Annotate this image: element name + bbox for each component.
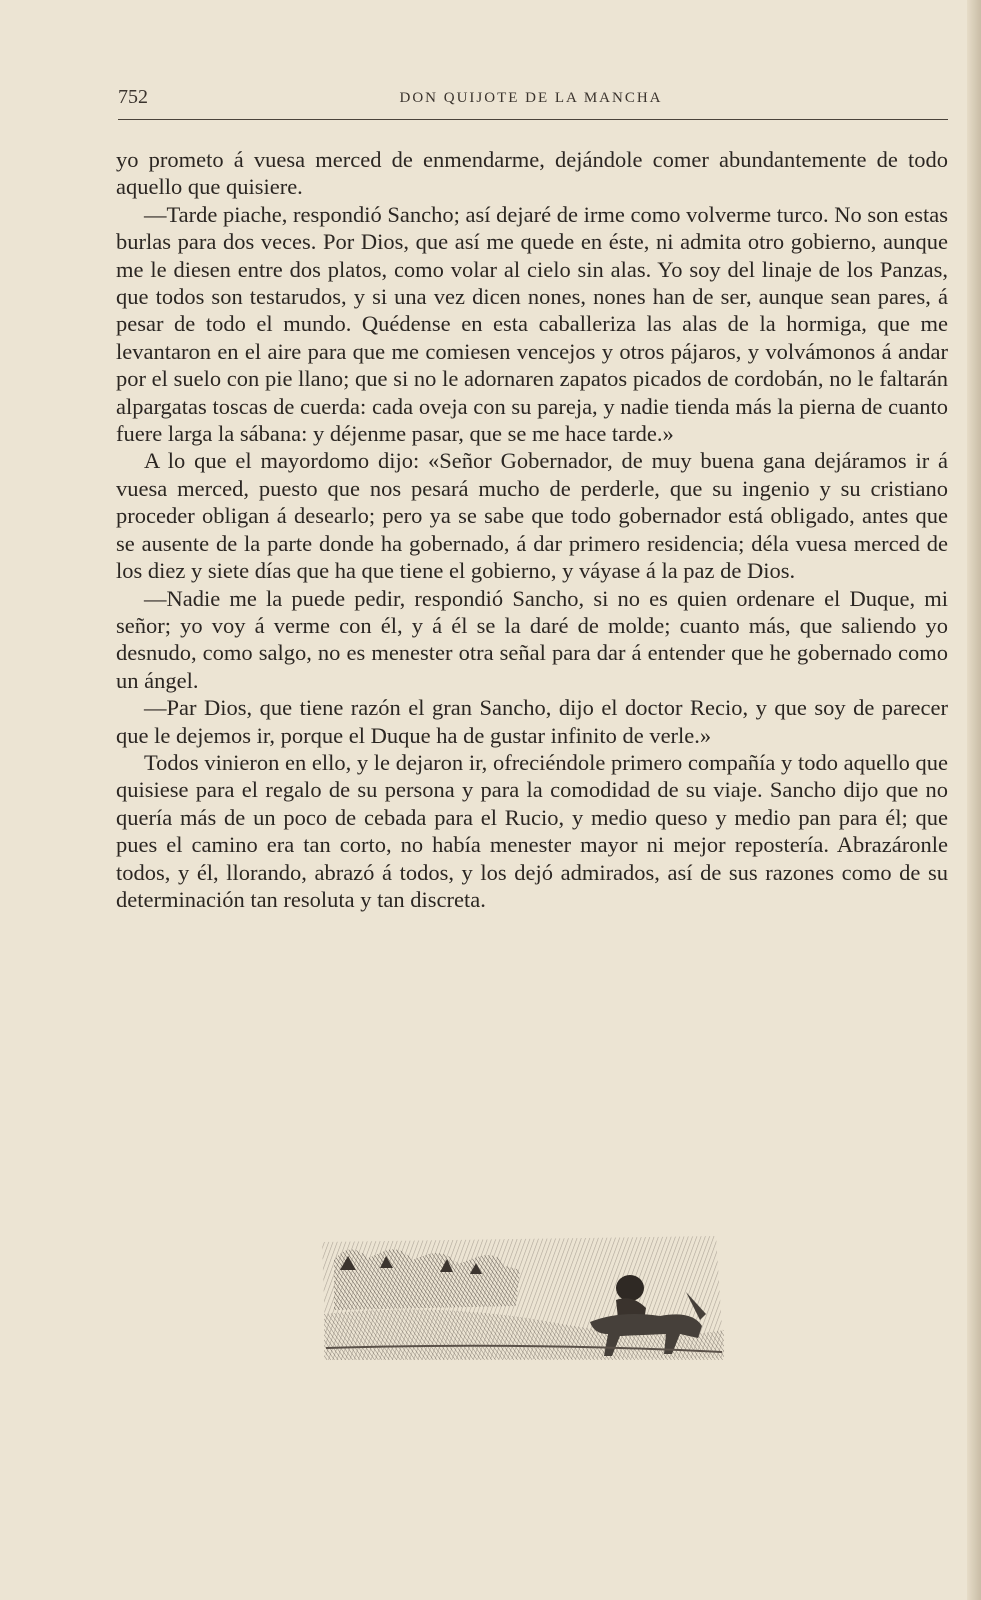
paragraph: —Par Dios, que tiene razón el gran Sancho, dijo el doctor Recio, y que soy de parecer que le dejemos ir, porque el Duque ha de gustar infinito de verle.»	[116, 695, 948, 748]
page-edge	[967, 0, 981, 1600]
paragraph: A lo que el mayordomo dijo: «Señor Gobernador, de muy buena gana dejáramos ir á vuesa merced, puesto que nos pesará mucho de perderle, que su ingenio y su cristiano proceder obligan á desearlo; pero ya se sabe que todo gobernador está obligado, antes que se ausente de la parte donde ha gobernado, á dar primero residencia; déla vuesa merced de los diez y siete días que ha que tiene el gobierno, y váyase á la paz de Dios.	[116, 448, 948, 584]
paragraph-continued: yo prometo á vuesa merced de enmendarme, dejándole comer abundantemente de todo aquello que quisiere.	[116, 147, 948, 200]
paragraph: Todos vinieron en ello, y le dejaron ir, ofreciéndole primero compañía y todo aquello que quisiese para el regalo de su persona y para la comodidad de su viaje. Sancho dijo que no quería más de un poco de cebada para el Rucio, y medio queso y medio pan para él; que pues el camino era tan corto, no había menester mayor ni mejor repostería. Abrazáronle todos, y él, llorando, abrazó á todos, y los dejó admirados, así de sus razones como de su determinación tan resoluta y tan discreta.	[116, 749, 948, 912]
page-header	[118, 86, 944, 116]
paragraph: —Nadie me la puede pedir, respondió Sancho, si no es quien ordenare el Duque, mi señor; yo voy á verme con él, y á él se la daré de molde; cuanto más, que saliendo yo desnudo, como salgo, no es menester otra señal para dar á entender que he gobernado como un ángel.	[116, 585, 948, 693]
page-number: 752	[118, 86, 148, 108]
header-rule	[118, 119, 948, 120]
body-text	[116, 146, 948, 913]
running-title: DON QUIJOTE DE LA MANCHA	[399, 90, 663, 106]
illustration-vignette	[320, 1230, 725, 1362]
paragraph: —Tarde piache, respondió Sancho; así dejaré de irme como volverme turco. No son estas burlas para dos veces. Por Dios, que así me quede en éste, ni admita otro gobierno, aunque me le diesen entre dos platos, como volar al cielo sin alas. Yo soy del linaje de los Panzas, que todos son testarudos, y si una vez dicen nones, nones han de ser, aunque sean pares, á pesar de todo el mundo. Quédense en esta caballeriza las alas de la hormiga, que me levantaron en el aire para que me comiesen vencejos y otros pájaros, y volvámonos á andar por el suelo con pie llano; que si no le adornaren zapatos picados de cordobán, no le faltarán alpargatas toscas de cuerda: cada oveja con su pareja, y nadie tienda más la pierna de cuanto fuere larga la sábana: y déjenme pasar, que se me hace tarde.»	[116, 201, 948, 447]
vignette-engraving	[320, 1230, 725, 1362]
